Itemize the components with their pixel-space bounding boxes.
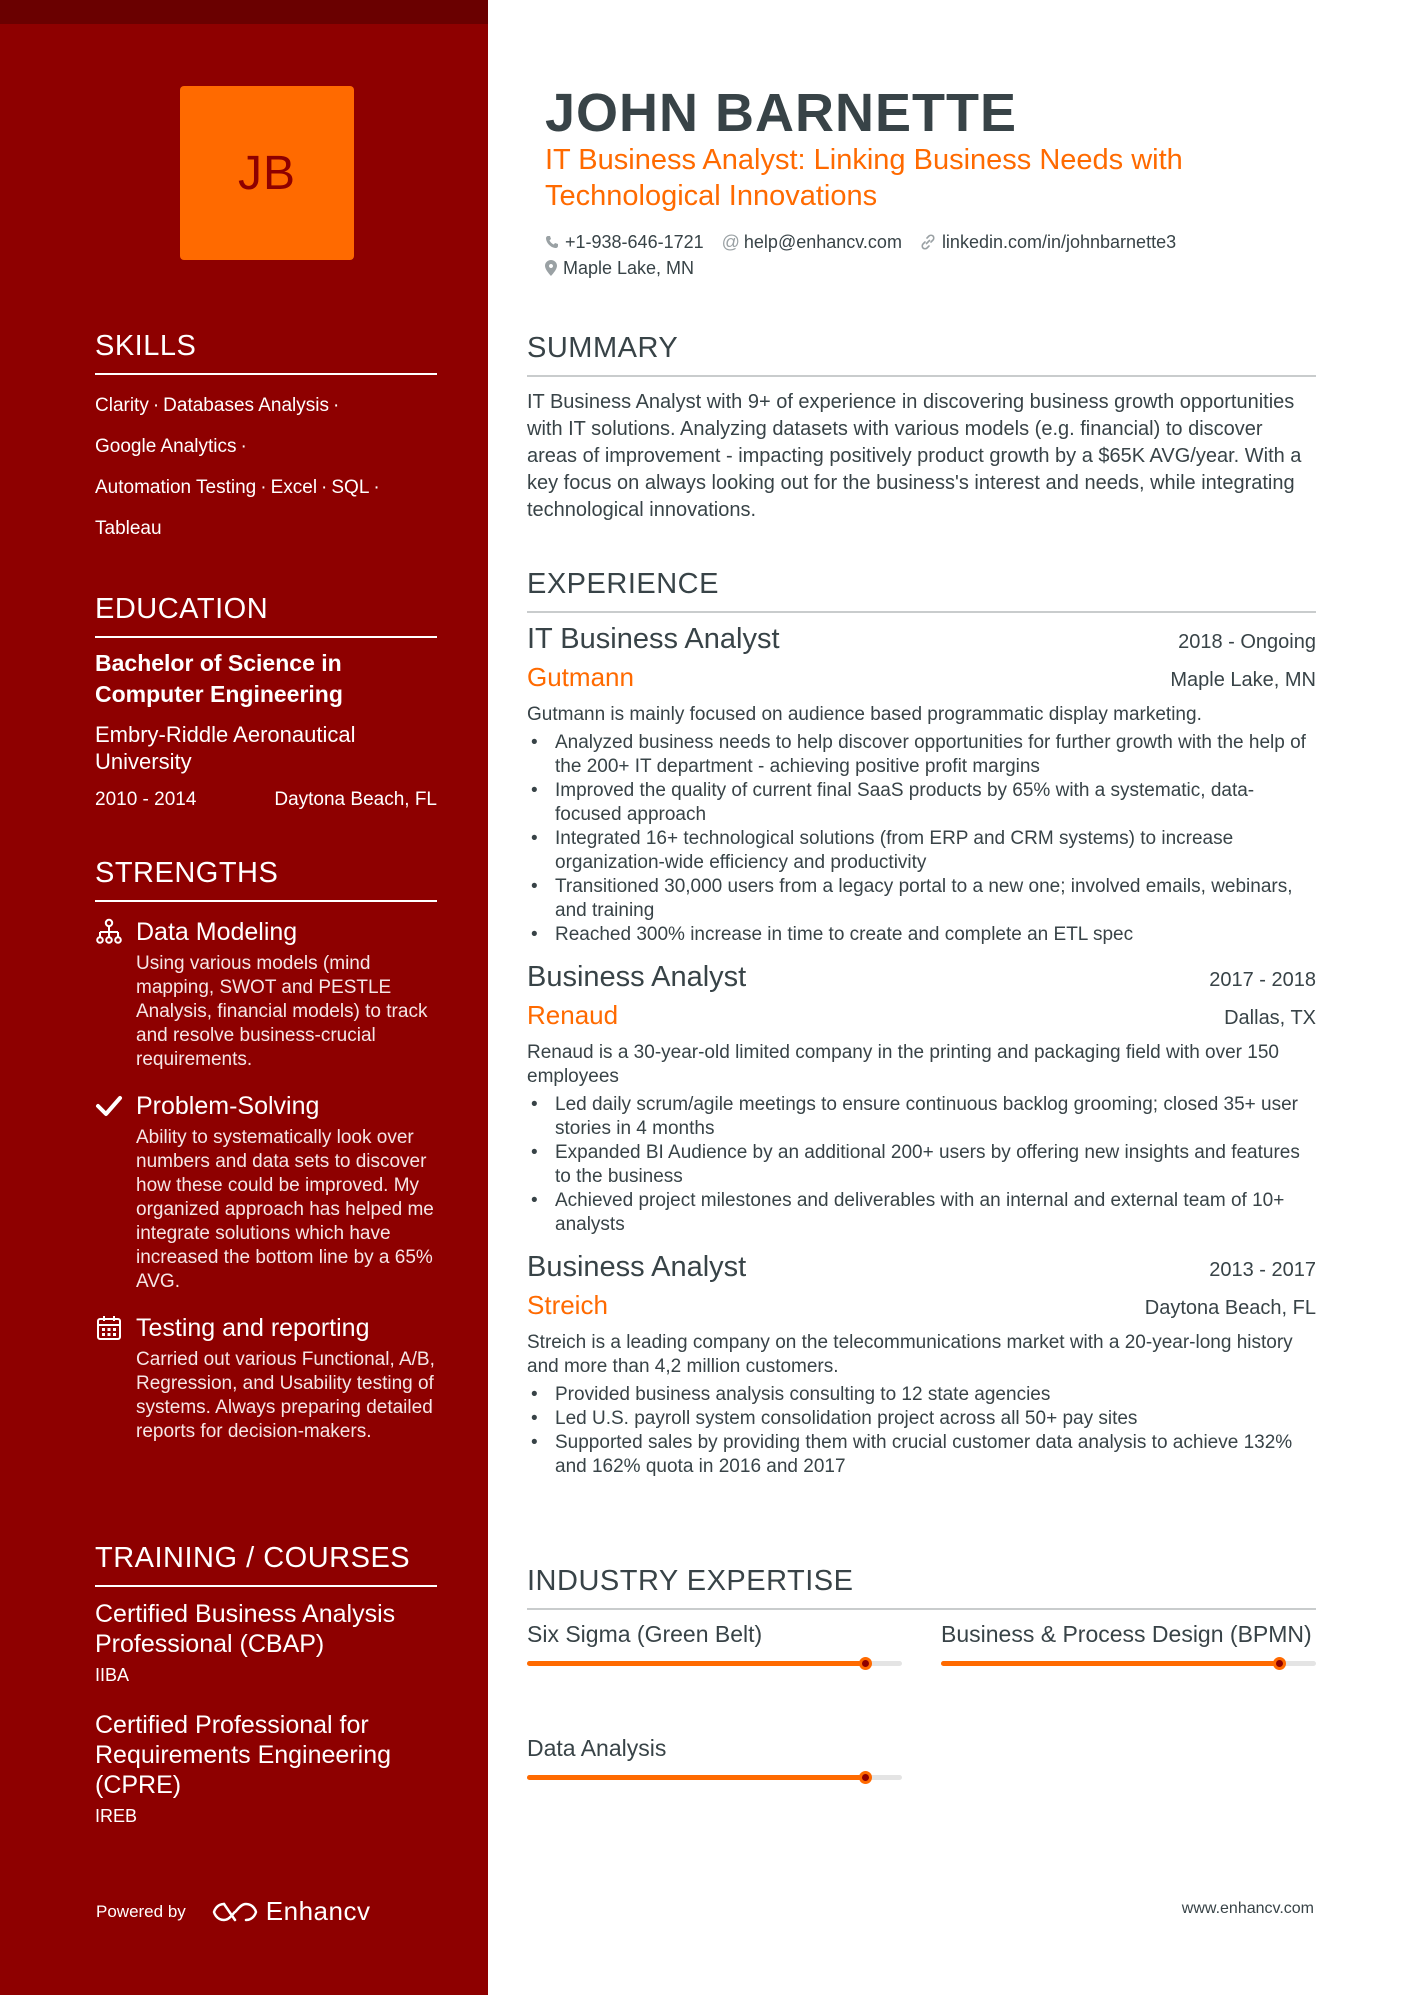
- strengths-section: [95, 857, 437, 1444]
- expertise-bar-fill: [941, 1661, 1279, 1666]
- hierarchy-icon: [95, 918, 123, 946]
- at-icon: @: [721, 231, 740, 252]
- candidate-headline: IT Business Analyst: Linking Business Needs with Technological Innovations: [545, 144, 1183, 212]
- avatar: [180, 86, 354, 260]
- calendar-icon: [95, 1314, 123, 1342]
- skills-list: Clarity · Databases Analysis · Google Analytics · Automation Testing · Excel · SQL · Tableau: [95, 395, 380, 539]
- contact-email-text: help@enhancv.com: [743, 231, 902, 252]
- expertise-item: [941, 1620, 1316, 1666]
- skill-item: Google Analytics: [95, 436, 237, 457]
- powered-by-label: Powered by: [96, 1901, 186, 1921]
- job-title: Business Analyst: [527, 961, 747, 993]
- strength-item: [95, 1312, 437, 1444]
- powered-by: [96, 1896, 370, 1927]
- candidate-name: JOHN BARNETTE: [545, 83, 1018, 143]
- job-title: IT Business Analyst: [527, 623, 780, 655]
- job-bullets: [527, 731, 1316, 947]
- job-bullets: [527, 1093, 1316, 1237]
- job-bullet: • Led U.S. payroll system consolidation project across all 50+ pay sites: [527, 1407, 1316, 1431]
- job-company: Streich: [527, 1290, 608, 1320]
- strengths-title: STRENGTHS: [95, 857, 437, 902]
- checkmark-icon: [95, 1092, 123, 1120]
- training-title: TRAINING / COURSES: [95, 1542, 437, 1587]
- job-location: Dallas, TX: [1224, 1007, 1316, 1029]
- expertise-label: Six Sigma (Green Belt): [527, 1621, 763, 1647]
- sidebar-top-bar: [0, 0, 488, 24]
- summary-title: SUMMARY: [527, 332, 1316, 377]
- summary-section: [527, 332, 1316, 524]
- job-bullet: • Reached 300% increase in time to create and complete an ETL spec: [527, 923, 1316, 947]
- job-title: Business Analyst: [527, 1251, 747, 1283]
- expertise-bar-track: [527, 1661, 902, 1666]
- skill-item: Databases Analysis: [163, 395, 329, 416]
- expertise-bar-fill: [527, 1775, 865, 1780]
- enhancv-logo[interactable]: [212, 1896, 371, 1927]
- job-bullet: • Expanded BI Audience by an additional 200+ users by offering new insights and features to the business: [527, 1141, 1316, 1189]
- strength-description: Using various models (mind mapping, SWOT and PESTLE Analysis, financial models) to track and resolve business-crucial requirements.: [136, 953, 428, 1070]
- expertise-bar-track: [941, 1661, 1316, 1666]
- phone-icon: [545, 235, 559, 249]
- enhancv-logo-icon: [212, 1901, 258, 1923]
- job-bullets: [527, 1383, 1316, 1479]
- strength-title: Problem-Solving: [136, 1092, 320, 1120]
- main-content: [488, 0, 1410, 1995]
- education-section: [95, 593, 437, 811]
- sidebar: [0, 0, 488, 1995]
- job-location: Maple Lake, MN: [1170, 669, 1316, 691]
- experience-title: EXPERIENCE: [527, 568, 1316, 613]
- skills-section: [95, 330, 437, 549]
- website-link[interactable]: www.enhancv.com: [1181, 1900, 1314, 1917]
- job-company: Gutmann: [527, 662, 634, 692]
- course-item: [95, 1599, 437, 1686]
- contact-location: [545, 258, 694, 279]
- job-description: Streich is a leading company on the telecommunications market with a 20-year-long history and more than 4,2 million customers.: [527, 1332, 1293, 1377]
- expertise-bar-marker: [859, 1657, 872, 1670]
- job-location: Daytona Beach, FL: [1144, 1297, 1316, 1319]
- education-location: Daytona Beach, FL: [274, 789, 437, 810]
- job-bullet: • Led daily scrum/agile meetings to ensure continuous backlog grooming; closed 35+ user stories in 4 months: [527, 1093, 1316, 1141]
- course-title: Certified Professional for Requirements Engineering (CPRE): [95, 1711, 392, 1799]
- contact-linkedin-text: linkedin.com/in/johnbarnette3: [941, 231, 1177, 252]
- strength-title: Testing and reporting: [136, 1314, 370, 1342]
- strength-description: Carried out various Functional, A/B, Regression, and Usability testing of systems. Always preparing detailed reports for decision-makers.: [136, 1349, 435, 1442]
- course-org: IIBA: [95, 1665, 130, 1685]
- job-description: Renaud is a 30-year-old limited company in the printing and packaging field with over 150 employees: [527, 1042, 1279, 1087]
- expertise-bar-fill: [527, 1661, 865, 1666]
- job-bullet: • Supported sales by providing them with crucial customer data analysis to achieve 132% and 162% quota in 2016 and 2017: [527, 1431, 1316, 1479]
- job-bullet: • Improved the quality of current final SaaS products by 65% with a systematic, data-focused approach: [527, 779, 1316, 827]
- job-bullet: • Provided business analysis consulting to 12 state agencies: [527, 1383, 1316, 1407]
- expertise-label: Data Analysis: [527, 1735, 667, 1761]
- strength-title: Data Modeling: [136, 918, 298, 946]
- strength-item: [95, 916, 437, 1072]
- job-dates: 2017 - 2018: [1209, 969, 1316, 991]
- job-bullet: • Achieved project milestones and deliverables with an internal and external team of 10+ analysts: [527, 1189, 1316, 1237]
- expertise-section: [527, 1565, 1316, 1820]
- education-degree: Bachelor of Science in Computer Engineering: [95, 650, 343, 707]
- contact-phone[interactable]: [545, 232, 704, 253]
- education-title: EDUCATION: [95, 593, 437, 638]
- skill-item: SQL: [331, 477, 370, 498]
- job-company: Renaud: [527, 1000, 619, 1030]
- enhancv-logo-text: Enhancv: [265, 1896, 371, 1926]
- job-bullet: • Analyzed business needs to help discover opportunities for further growth with the help of the 200+ IT department - achieving positive profit margins: [527, 731, 1316, 779]
- contact-info: [545, 229, 1345, 281]
- job-entry: [527, 1251, 1316, 1479]
- course-item: [95, 1710, 437, 1827]
- job-bullet: • Transitioned 30,000 users from a legacy portal to a new one; involved emails, webinars, and training: [527, 875, 1316, 923]
- job-dates: 2018 - Ongoing: [1178, 631, 1316, 653]
- job-bullet: • Integrated 16+ technological solutions (from ERP and CRM systems) to increase organization-wide efficiency and productivity: [527, 827, 1316, 875]
- avatar-initials: JB: [237, 146, 296, 200]
- skill-item: Excel: [270, 477, 318, 498]
- education-school: Embry-Riddle Aeronautical University: [95, 722, 356, 774]
- job-description: Gutmann is mainly focused on audience based programmatic display marketing.: [527, 704, 1202, 725]
- course-org: IREB: [95, 1806, 138, 1826]
- expertise-bar-marker: [859, 1771, 872, 1784]
- expertise-bar-marker: [1273, 1657, 1286, 1670]
- training-section: [95, 1542, 437, 1827]
- job-entry: [527, 623, 1316, 947]
- location-pin-icon: [545, 260, 557, 276]
- contact-phone-text: +1-938-646-1721: [565, 231, 704, 252]
- skill-item: Clarity: [95, 395, 149, 416]
- expertise-title: INDUSTRY EXPERTISE: [527, 1565, 1316, 1610]
- skills-title: SKILLS: [95, 330, 437, 375]
- contact-linkedin[interactable]: [920, 232, 1176, 253]
- skill-item: Automation Testing: [95, 477, 257, 498]
- education-years: 2010 - 2014: [95, 789, 197, 810]
- contact-email[interactable]: [722, 232, 902, 253]
- course-title: Certified Business Analysis Professional (CBAP): [95, 1600, 396, 1658]
- skill-item: Tableau: [95, 518, 162, 539]
- link-icon: [920, 234, 936, 250]
- expertise-label: Business & Process Design (BPMN): [941, 1621, 1312, 1647]
- experience-section: [527, 568, 1316, 1479]
- job-dates: 2013 - 2017: [1209, 1259, 1316, 1281]
- strength-description: Ability to systematically look over numbers and data sets to discover how these could be improved. My organized approach has helped me integrate solutions which have increased the bottom line by a 65% AVG.: [136, 1127, 434, 1292]
- strength-item: [95, 1090, 437, 1294]
- job-entry: [527, 961, 1316, 1237]
- expertise-item: [527, 1620, 902, 1666]
- expertise-item: [527, 1734, 902, 1780]
- summary-text: IT Business Analyst with 9+ of experience in discovering business growth opportunities with IT solutions. Analyzing datasets with various models (e.g. financial) to discover areas of improvement - impacting positively product growth by a $65K AVG/year. With a key focus on always looking out for the business's interest and needs, while integrating technological innovations.: [527, 391, 1302, 521]
- contact-location-text: Maple Lake, MN: [563, 257, 695, 278]
- expertise-bar-track: [527, 1775, 902, 1780]
